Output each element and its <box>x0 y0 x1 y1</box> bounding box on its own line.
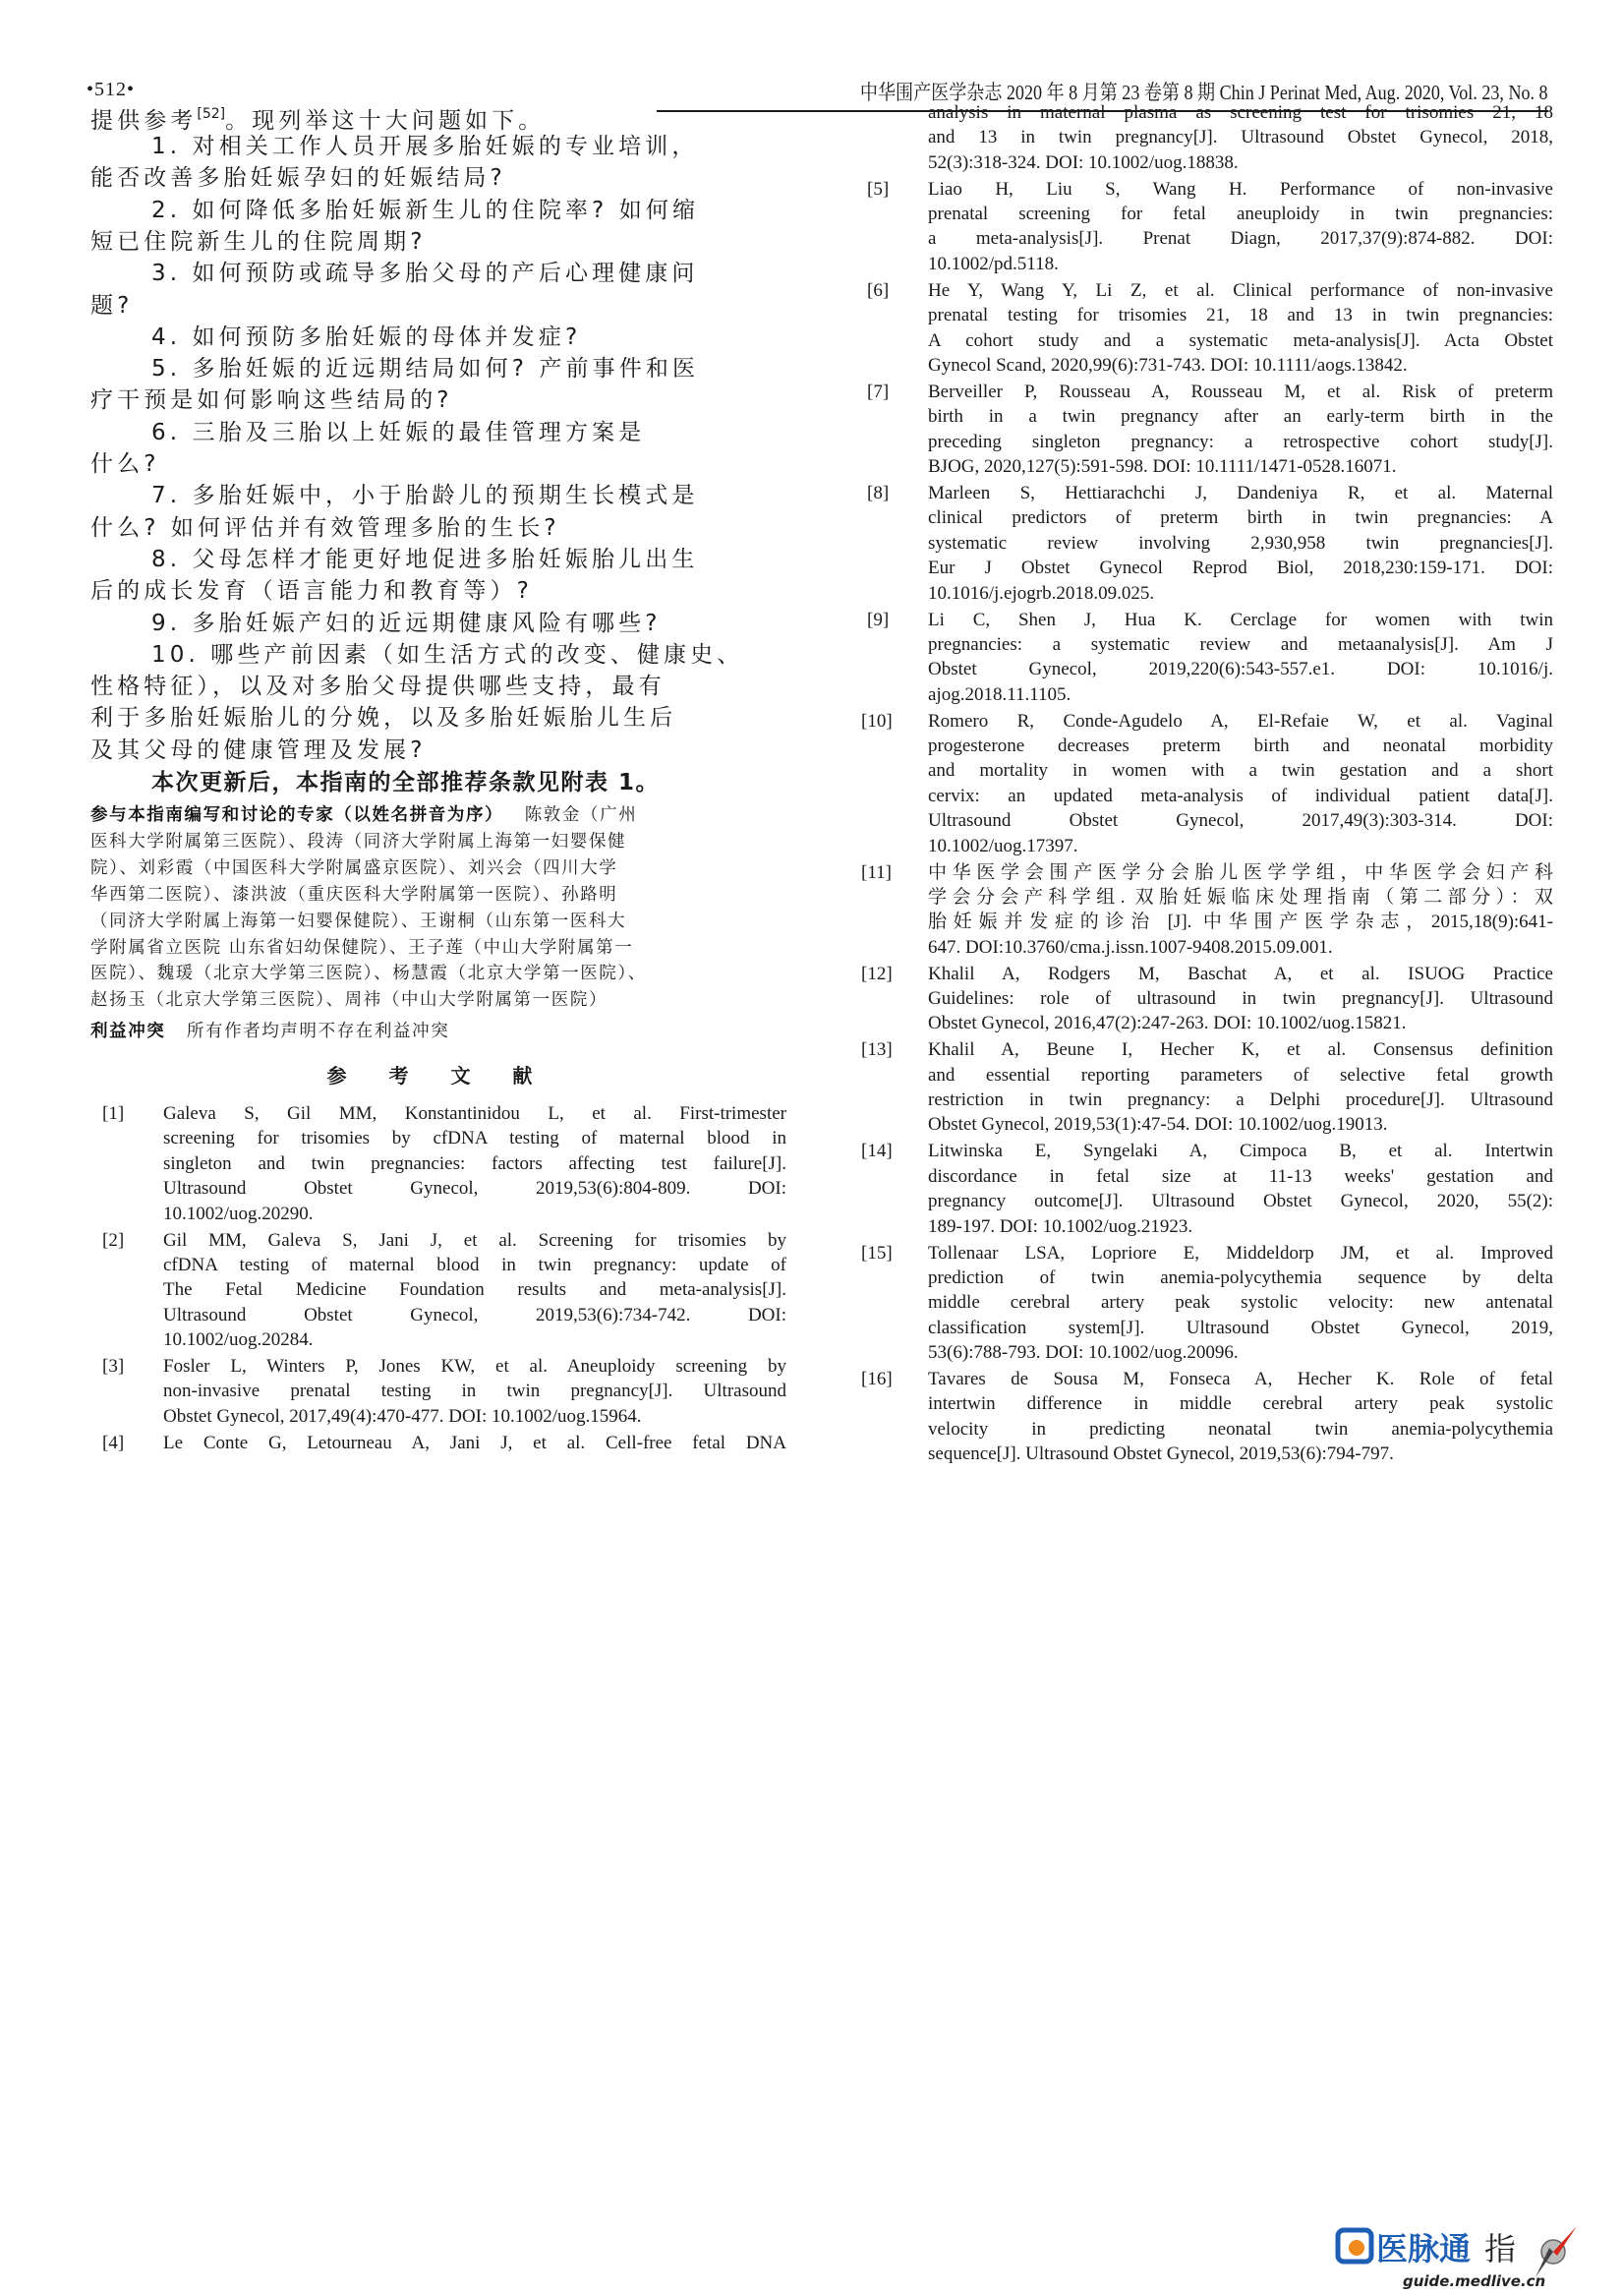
reference-line: Ultrasound Obstet Gynecol, 2019,53(6):734-742. DOI: <box>163 1304 786 1325</box>
reference-line: Khalil A, Beune I, Hecher K, et al. Consensus definition <box>928 1039 1553 1061</box>
conflict-label: 利益冲突 <box>90 1022 166 1041</box>
reference-line: Romero R, Conde-Agudelo A, El-Refaie W, et al. Vaginal <box>928 710 1553 732</box>
reference-number: [7] <box>867 381 890 402</box>
reference-line: middle cerebral artery peak systolic velocity: new antenatal <box>928 1292 1553 1314</box>
reference-number: [12] <box>861 963 893 984</box>
reference-line: 胎妊娠并发症的诊治 [J]. 中华围产医学杂志，2015,18(9):641- <box>928 912 1553 933</box>
journal-header: 中华围产医学杂志 2020 年 8 月第 23 卷第 8 期 Chin J Perinat Med, Aug. 2020, Vol. 23, No. 8 <box>860 81 1548 104</box>
reference-line: 10.1002/uog.20284. <box>163 1329 314 1351</box>
reference-line: analysis in maternal plasma as screening test for trisomies 21, 18 <box>928 102 1553 123</box>
question-line: 10. 哪些产前因素（如生活方式的改变、健康史、 <box>151 641 744 668</box>
reference-line: birth in a twin pregnancy after an early-term birth in the <box>928 406 1553 428</box>
reference-line: 10.1002/uog.20290. <box>163 1203 314 1224</box>
reference-line: 10.1002/uog.17397. <box>928 835 1078 856</box>
experts-line: 华西第二医院）、漆洪波（重庆医科大学附属第一医院）、孙路明 <box>90 884 618 905</box>
experts-label: 参与本指南编写和讨论的专家（以姓名拼音为序） <box>90 805 504 825</box>
reference-line: and essential reporting parameters of selective fetal growth <box>928 1064 1553 1086</box>
references-heading: 参 考 文 献 <box>326 1064 550 1088</box>
reference-line: Le Conte G, Letourneau A, Jani J, et al. Cell-free fetal DNA <box>163 1432 786 1453</box>
reference-line: 189-197. DOI: 10.1002/uog.21923. <box>928 1215 1193 1237</box>
question-line: 9. 多胎妊娠产妇的近远期健康风险有哪些? <box>151 610 662 636</box>
reference-line: Liao H, Liu S, Wang H. Performance of non-invasive <box>928 178 1553 200</box>
experts-line: 赵扬玉（北京大学第三医院）、周祎（中山大学附属第一医院） <box>90 990 608 1011</box>
reference-line: clinical predictors of preterm birth in twin pregnancies: A <box>928 507 1553 529</box>
reference-line: non-invasive prenatal testing in twin pregnancy[J]. Ultrasound <box>163 1381 786 1402</box>
question-line: 5. 多胎妊娠的近远期结局如何? 产前事件和医 <box>151 356 700 383</box>
page-number: •512• <box>87 79 136 100</box>
reference-line: Ultrasound Obstet Gynecol, 2019,53(6):804-809. DOI: <box>163 1178 786 1200</box>
reference-line: sequence[J]. Ultrasound Obstet Gynecol, 2019,53(6):794-797. <box>928 1443 1394 1465</box>
question-line: 8. 父母怎样才能更好地促进多胎妊娠胎儿出生 <box>151 546 699 572</box>
reference-number: [6] <box>867 279 890 301</box>
reference-number: [9] <box>867 609 890 630</box>
experts-line-0 <box>90 802 786 828</box>
reference-line: screening for trisomies by cfDNA testing of maternal blood in <box>163 1128 786 1149</box>
reference-line: A cohort study and a systematic meta-analysis[J]. Acta Obstet <box>928 329 1553 351</box>
reference-line: Galeva S, Gil MM, Konstantinidou L, et al. First-trimester <box>163 1103 786 1124</box>
reference-line: cfDNA testing of maternal blood in twin pregnancy: update of <box>163 1254 786 1275</box>
reference-line: Gil MM, Galeva S, Jani J, et al. Screening for trisomies by <box>163 1229 786 1251</box>
reference-line: cervix: an updated meta-analysis of individual patient data[J]. <box>928 785 1553 806</box>
reference-line: 647. DOI:10.3760/cma.j.issn.1007-9408.2015.09.001. <box>928 936 1333 958</box>
question-line: 及其父母的健康管理及发展? <box>90 736 427 763</box>
intro-text: 提供参考 <box>90 108 198 134</box>
reference-line: He Y, Wang Y, Li Z, et al. Clinical performance of non-invasive <box>928 279 1553 301</box>
reference-number: [13] <box>861 1039 893 1061</box>
reference-line: Marleen S, Hettiarachchi J, Dandeniya R, et al. Maternal <box>928 483 1553 503</box>
question-line: 什么? 如何评估并有效管理多胎的生长? <box>90 514 560 541</box>
reference-number: [10] <box>861 710 893 732</box>
reference-line: Tavares de Sousa M, Fonseca A, Hecher K. Role of fetal <box>928 1369 1553 1389</box>
svg-text:医脉通: 医脉通 <box>1376 2230 1472 2267</box>
question-line: 4. 如何预防多胎妊娠的母体并发症? <box>151 324 582 350</box>
reference-line: BJOG, 2020,127(5):591-598. DOI: 10.1111/1471-0528.16071. <box>928 456 1397 478</box>
reference-line: and mortality in women with a twin gestation and a short <box>928 760 1553 782</box>
reference-line: Obstet Gynecol, 2016,47(2):247-263. DOI: 10.1002/uog.15821. <box>928 1013 1407 1034</box>
reference-line: Gynecol Scand, 2020,99(6):731-743. DOI: 10.1111/aogs.13842. <box>928 354 1408 376</box>
reference-number: [4] <box>102 1432 125 1453</box>
reference-line: prenatal screening for fetal aneuploidy in twin pregnancies: <box>928 204 1553 225</box>
intro-tail: 。现列举这十大问题如下。 <box>225 108 546 134</box>
reference-line: 10.1002/pd.5118. <box>928 253 1059 274</box>
question-line: 利于多胎妊娠胎儿的分娩，以及多胎妊娠胎儿生后 <box>90 705 677 732</box>
reference-line: pregnancies: a systematic review and metaanalysis[J]. Am J <box>928 633 1553 655</box>
question-line: 什么? <box>90 451 160 477</box>
reference-line: a meta-analysis[J]. Prenat Diagn, 2017,37(9):874-882. DOI: <box>928 228 1553 250</box>
question-line: 7. 多胎妊娠中，小于胎龄儿的预期生长模式是 <box>151 483 699 509</box>
reference-number: [15] <box>861 1242 893 1264</box>
reference-line: discordance in fetal size at 11-13 weeks' gestation and <box>928 1165 1553 1187</box>
reference-line: Li C, Shen J, Hua K. Cerclage for women with twin <box>928 609 1553 630</box>
reference-number: [16] <box>861 1369 893 1389</box>
experts-line: 医院）、魏瑗（北京大学第三医院）、杨慧霞（北京大学第一医院）、 <box>90 964 647 984</box>
reference-line: restriction in twin pregnancy: a Delphi procedure[J]. Ultrasound <box>928 1089 1553 1111</box>
question-line: 2. 如何降低多胎妊娠新生儿的住院率? 如何缩 <box>151 197 700 223</box>
reference-number: [5] <box>867 178 890 200</box>
reference-number: [8] <box>867 483 890 503</box>
experts-text-0: 陈敦金（广州 <box>524 805 638 825</box>
question-line: 短已住院新生儿的住院周期? <box>90 228 427 255</box>
reference-line: 中华医学会围产医学分会胎儿医学学组，中华医学会妇产科 <box>928 861 1553 883</box>
medlive-logo-mark <box>1338 2230 1516 2267</box>
svg-text:指: 指 <box>1484 2230 1517 2267</box>
question-line: 能否改善多胎妊娠孕妇的妊娠结局? <box>90 165 506 192</box>
question-line: 6. 三胎及三胎以上妊娠的最佳管理方案是 <box>151 419 646 445</box>
reference-line: Khalil A, Rodgers M, Baschat A, et al. ISUOG Practice <box>928 963 1553 984</box>
reference-line: pregnancy outcome[J]. Ultrasound Obstet Gynecol, 2020, 55(2): <box>928 1191 1553 1212</box>
reference-line: Litwinska E, Syngelaki A, Cimpoca B, et al. Intertwin <box>928 1141 1553 1162</box>
reference-line: systematic review involving 2,930,958 twin pregnancies[J]. <box>928 532 1553 554</box>
reference-line: 学会分会产科学组. 双胎妊娠临床处理指南（第二部分）：双 <box>928 886 1553 908</box>
reference-line: classification system[J]. Ultrasound Obstet Gynecol, 2019, <box>928 1317 1553 1338</box>
experts-line: 医科大学附属第三医院）、段涛（同济大学附属上海第一妇婴保健 <box>90 831 627 852</box>
question-line: 题? <box>90 292 134 319</box>
reference-line: intertwin difference in middle cerebral artery peak systolic <box>928 1393 1553 1415</box>
reference-line: preceding singleton pregnancy: a retrospective cohort study[J]. <box>928 431 1553 452</box>
reference-line: prenatal testing for trisomies 21, 18 and 13 in twin pregnancies: <box>928 305 1553 326</box>
conflict-line <box>90 1019 786 1044</box>
reference-line: Tollenaar LSA, Lopriore E, Middeldorp JM, et al. Improved <box>928 1242 1553 1264</box>
experts-line: 院）、刘彩霞（中国医科大学附属盛京医院）、刘兴会（四川大学 <box>90 857 618 878</box>
reference-line: progesterone decreases preterm birth and neonatal morbidity <box>928 735 1553 756</box>
reference-number: [2] <box>102 1229 125 1251</box>
reference-number: [3] <box>102 1356 125 1377</box>
compass-icon <box>1535 2226 1577 2277</box>
reference-line: Obstet Gynecol, 2017,49(4):470-477. DOI: 10.1002/uog.15964. <box>163 1405 642 1427</box>
reference-line: and 13 in twin pregnancy[J]. Ultrasound Obstet Gynecol, 2018, <box>928 127 1553 148</box>
question-line: 疗干预是如何影响这些结局的? <box>90 387 453 414</box>
question-line: 3. 如何预防或疏导多胎父母的产后心理健康问 <box>151 261 699 287</box>
reference-line: The Fetal Medicine Foundation results and meta-analysis[J]. <box>163 1279 786 1301</box>
reference-line: Ultrasound Obstet Gynecol, 2017,49(3):303-314. DOI: <box>928 810 1553 832</box>
reference-line: singleton and twin pregnancies: factors affecting test failure[J]. <box>163 1152 786 1174</box>
reference-line: Fosler L, Winters P, Jones KW, et al. Aneuploidy screening by <box>163 1356 786 1377</box>
question-line: 性格特征），以及对多胎父母提供哪些支持，最有 <box>90 674 666 700</box>
reference-line: Berveiller P, Rousseau A, Rousseau M, et al. Risk of preterm <box>928 381 1553 402</box>
watermark-url: guide.medlive.cn <box>1403 2272 1546 2290</box>
reference-line: prediction of twin anemia-polycythemia sequence by delta <box>928 1266 1553 1288</box>
experts-line: （同济大学附属上海第一妇婴保健院）、王谢桐（山东第一医科大 <box>90 911 627 931</box>
conflict-text: 所有作者均声明不存在利益冲突 <box>186 1022 450 1041</box>
reference-number: [11] <box>861 861 892 883</box>
reference-line: velocity in predicting neonatal twin anemia-polycythemia <box>928 1418 1553 1440</box>
experts-line: 学附属省立医院 山东省妇幼保健院）、王子莲（中山大学附属第一 <box>90 937 634 958</box>
reference-line: 52(3):318-324. DOI: 10.1002/uog.18838. <box>928 151 1239 173</box>
reference-line: Guidelines: role of ultrasound in twin pregnancy[J]. Ultrasound <box>928 987 1553 1009</box>
reference-number: [14] <box>861 1141 893 1162</box>
reference-line: Obstet Gynecol, 2019,220(6):543-557.e1. DOI: 10.1016/j. <box>928 659 1553 680</box>
question-line: 后的成长发育（语言能力和教育等）? <box>90 578 533 605</box>
reference-line: ajog.2018.11.1105. <box>928 683 1072 705</box>
summary-line: 本次更新后，本指南的全部推荐条款见附表 1。 <box>151 770 661 795</box>
reference-line: Eur J Obstet Gynecol Reprod Biol, 2018,230:159-171. DOI: <box>928 558 1553 579</box>
reference-number: [1] <box>102 1103 125 1124</box>
reference-line: 10.1016/j.ejogrb.2018.09.025. <box>928 582 1155 604</box>
reference-line: Obstet Gynecol, 2019,53(1):47-54. DOI: 10.1002/uog.19013. <box>928 1114 1388 1136</box>
question-line: 1. 对相关工作人员开展多胎妊娠的专业培训， <box>151 134 699 159</box>
citation-52[interactable]: [52] <box>197 106 226 122</box>
reference-line: 53(6):788-793. DOI: 10.1002/uog.20096. <box>928 1342 1239 1364</box>
